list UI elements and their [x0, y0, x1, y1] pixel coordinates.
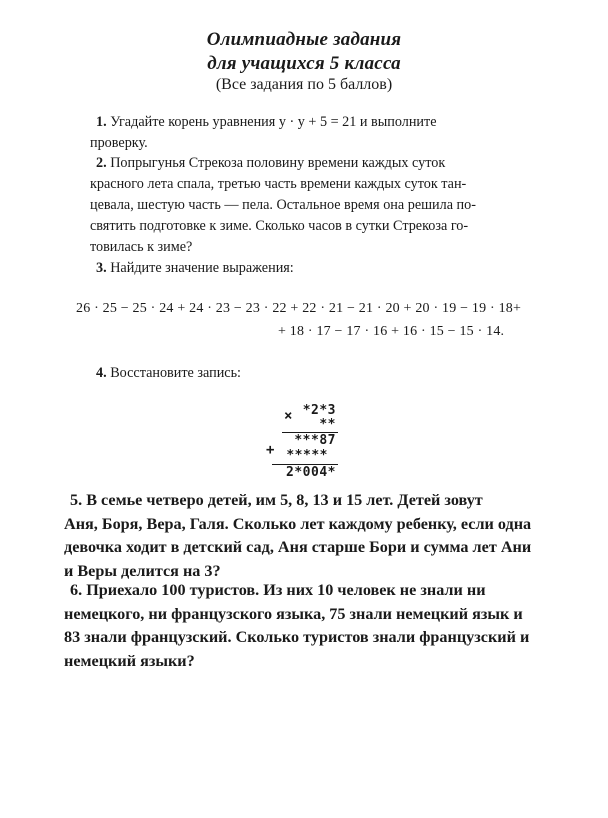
task-6-line-4: немецкий языки?	[64, 651, 195, 670]
page-subtitle: (Все задания по 5 баллов)	[215, 76, 393, 93]
task-2-line-4: святить подготовке к зиме. Сколько часов в сутки Стрекоза го-	[90, 218, 469, 234]
task-5-number: 5.	[70, 491, 83, 509]
plus-sign: +	[266, 442, 275, 458]
expression-line-2: + 18 · 17 − 17 · 16 + 16 · 15 − 15 · 14.	[278, 324, 505, 339]
task-4-text: Восстановите запись:	[110, 365, 241, 381]
task-2-number: 2.	[96, 155, 107, 171]
task-4-line-1	[90, 363, 546, 384]
partial-product-2: *****	[286, 448, 328, 463]
task-2-line-5: товилась к зиме?	[90, 239, 193, 255]
page-title-line2: для учащихся 5 класса	[207, 53, 401, 74]
task-1	[90, 112, 546, 154]
task-1-number: 1.	[96, 114, 107, 130]
task-6-line-2: немецкого, ни французского языка, 75 знали немецкий язык и	[64, 604, 523, 623]
task-5-text: В семье четверо детей, им 5, 8, 13 и 15 лет. Детей зовут	[86, 491, 483, 509]
task-2-line-1	[90, 153, 546, 174]
task-3-number: 3.	[96, 260, 107, 276]
task-6-line-1	[64, 579, 560, 603]
task-2-text: Попрыгунья Стрекоза половину времени каждых суток	[110, 155, 446, 171]
task-2	[90, 153, 546, 258]
task-5-line-4: и Веры делится на 3?	[64, 561, 221, 580]
task-2-line-2: красного лета спала, третью часть времени каждых суток тан-	[90, 176, 467, 192]
task-5-line-3: девочка ходит в детский сад, Аня старше Бори и сумма лет Ани	[64, 538, 532, 556]
task-5-line-2: Аня, Боря, Вера, Галя. Сколько лет каждому ребенку, если одна	[64, 514, 532, 533]
result: 2*004*	[286, 465, 336, 480]
factor-1: *2*3	[302, 403, 336, 418]
page-title: Олимпиадные задания	[206, 29, 402, 50]
task-4	[90, 363, 546, 384]
task-4-number: 4.	[96, 365, 107, 381]
task-6-text: Приехало 100 туристов. Из них 10 человек не знали ни	[86, 581, 486, 599]
times-sign: ×	[284, 408, 293, 424]
task-3-line-1	[90, 258, 546, 279]
task-1-line-1	[90, 112, 546, 133]
task-2-line-3: цевала, шестую часть — пела. Остальное время она решила по-	[90, 197, 476, 213]
expression-line-1: 26 · 25 − 25 · 24 + 24 · 23 − 23 · 22 + 22 · 21 − 21 · 20 + 20 · 19 − 19 · 18+	[76, 301, 522, 316]
task-3	[90, 258, 546, 279]
task-1-text: Угадайте корень уравнения y · y + 5 = 21 и выполните	[110, 114, 437, 130]
multiplication-puzzle	[262, 400, 342, 480]
factor-2: **	[319, 417, 336, 432]
task-6-line-3: 83 знали французский. Сколько туристов знали французский и	[64, 628, 530, 646]
task-3-text: Найдите значение выражения:	[110, 260, 294, 276]
task-5-line-1	[64, 489, 560, 513]
task-1-line-2: проверку.	[90, 135, 148, 151]
task-6-number: 6.	[70, 581, 83, 599]
partial-product-1: ***87	[294, 433, 336, 448]
task-6	[64, 579, 560, 673]
task-5	[64, 489, 560, 583]
